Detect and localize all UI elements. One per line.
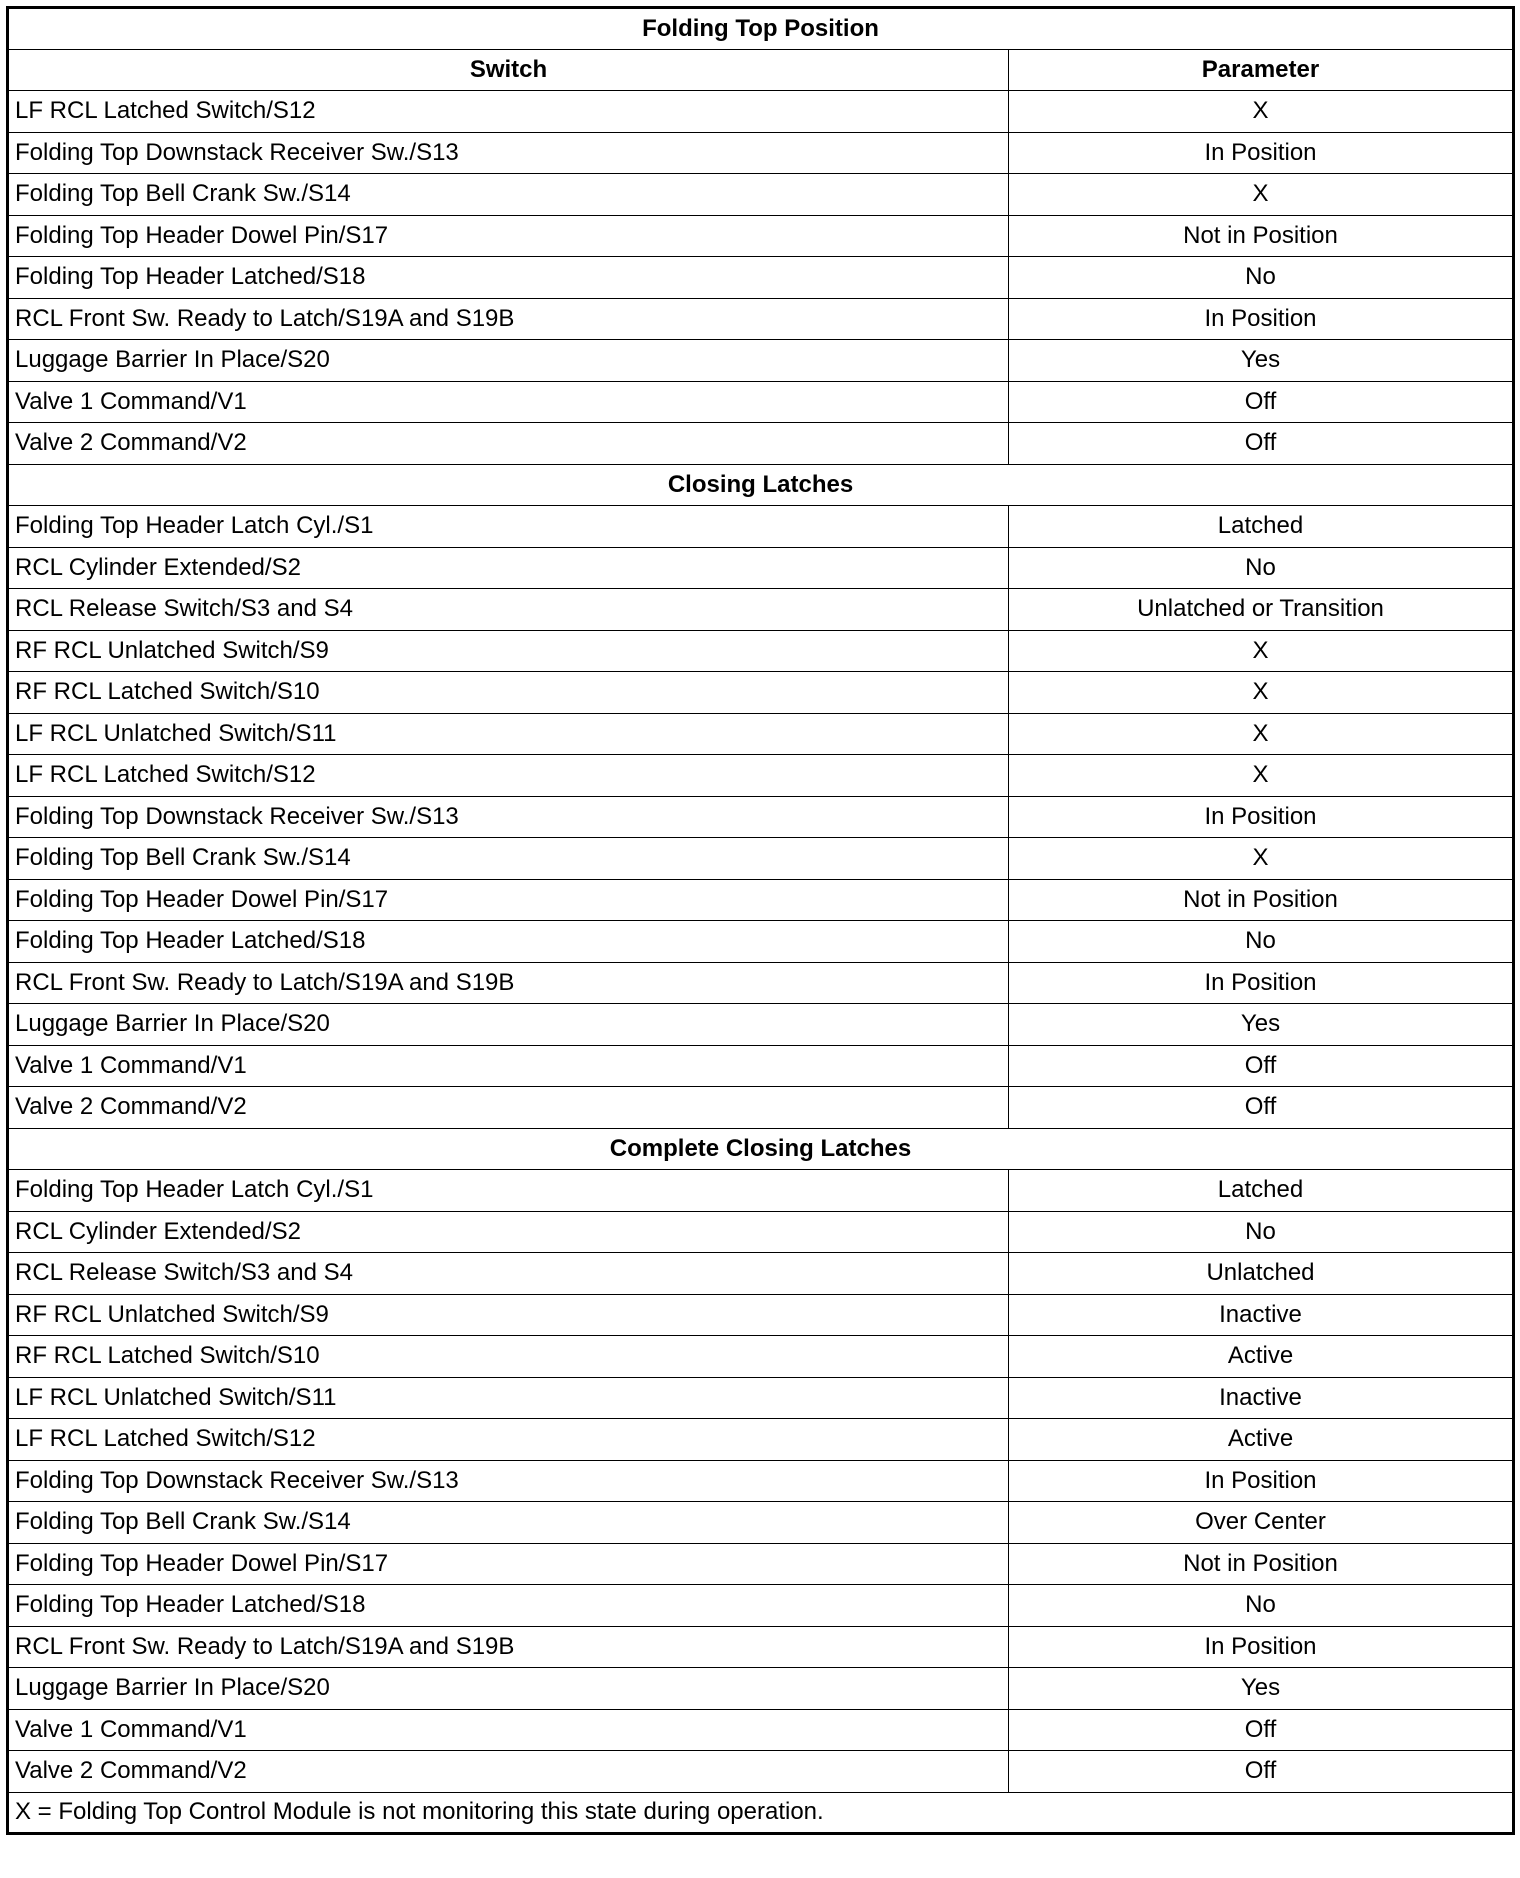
- switch-cell: RCL Front Sw. Ready to Latch/S19A and S19B: [8, 962, 1009, 1004]
- parameter-cell: Inactive: [1009, 1377, 1514, 1419]
- switch-cell: RCL Front Sw. Ready to Latch/S19A and S19B: [8, 1626, 1009, 1668]
- parameter-cell: X: [1009, 174, 1514, 216]
- table-row: [8, 1668, 1514, 1710]
- switch-cell: Folding Top Header Latched/S18: [8, 257, 1009, 299]
- table-row: [8, 340, 1514, 382]
- table-row: [8, 506, 1514, 548]
- table-row: [8, 1419, 1514, 1461]
- switch-cell: LF RCL Latched Switch/S12: [8, 91, 1009, 133]
- table-body: [8, 8, 1514, 1834]
- parameter-cell: Over Center: [1009, 1502, 1514, 1544]
- parameter-cell: Latched: [1009, 1170, 1514, 1212]
- table-row: [8, 298, 1514, 340]
- column-header-parameter: Parameter: [1009, 49, 1514, 91]
- switch-cell: RCL Release Switch/S3 and S4: [8, 1253, 1009, 1295]
- parameter-cell: In Position: [1009, 298, 1514, 340]
- switch-cell: Valve 2 Command/V2: [8, 423, 1009, 465]
- section-title-row: [8, 464, 1514, 506]
- table-row: [8, 879, 1514, 921]
- parameter-cell: Off: [1009, 1045, 1514, 1087]
- parameter-cell: Off: [1009, 381, 1514, 423]
- switch-cell: LF RCL Unlatched Switch/S11: [8, 1377, 1009, 1419]
- switch-cell: Valve 2 Command/V2: [8, 1087, 1009, 1129]
- parameter-cell: X: [1009, 91, 1514, 133]
- parameter-cell: No: [1009, 257, 1514, 299]
- switch-cell: Valve 1 Command/V1: [8, 1045, 1009, 1087]
- switch-cell: RF RCL Unlatched Switch/S9: [8, 630, 1009, 672]
- table-row: [8, 1585, 1514, 1627]
- switch-cell: Folding Top Bell Crank Sw./S14: [8, 174, 1009, 216]
- parameter-cell: Active: [1009, 1419, 1514, 1461]
- parameter-cell: In Position: [1009, 1626, 1514, 1668]
- column-header-switch: Switch: [8, 49, 1009, 91]
- parameter-cell: X: [1009, 630, 1514, 672]
- table-row: [8, 1004, 1514, 1046]
- switch-cell: LF RCL Unlatched Switch/S11: [8, 713, 1009, 755]
- switch-cell: Luggage Barrier In Place/S20: [8, 1668, 1009, 1710]
- switch-cell: Folding Top Downstack Receiver Sw./S13: [8, 796, 1009, 838]
- switch-cell: Folding Top Bell Crank Sw./S14: [8, 1502, 1009, 1544]
- switch-cell: Folding Top Header Dowel Pin/S17: [8, 879, 1009, 921]
- table-row: [8, 1709, 1514, 1751]
- switch-cell: LF RCL Latched Switch/S12: [8, 1419, 1009, 1461]
- parameter-cell: Active: [1009, 1336, 1514, 1378]
- parameter-cell: No: [1009, 547, 1514, 589]
- parameter-cell: Yes: [1009, 1004, 1514, 1046]
- table-row: [8, 962, 1514, 1004]
- parameter-cell: X: [1009, 838, 1514, 880]
- section-title: Closing Latches: [8, 464, 1514, 506]
- parameter-cell: X: [1009, 672, 1514, 714]
- table-row: [8, 423, 1514, 465]
- switch-cell: Folding Top Bell Crank Sw./S14: [8, 838, 1009, 880]
- column-header-row: [8, 49, 1514, 91]
- parameter-cell: Yes: [1009, 340, 1514, 382]
- table-row: [8, 1170, 1514, 1212]
- parameter-cell: Off: [1009, 423, 1514, 465]
- table-row: [8, 1502, 1514, 1544]
- table-row: [8, 1377, 1514, 1419]
- parameter-cell: Off: [1009, 1751, 1514, 1793]
- switch-cell: Folding Top Downstack Receiver Sw./S13: [8, 1460, 1009, 1502]
- parameter-cell: In Position: [1009, 1460, 1514, 1502]
- parameter-cell: Off: [1009, 1087, 1514, 1129]
- parameter-cell: Yes: [1009, 1668, 1514, 1710]
- switch-cell: Valve 2 Command/V2: [8, 1751, 1009, 1793]
- folding-top-parameter-table: [6, 6, 1515, 1835]
- switch-cell: RCL Front Sw. Ready to Latch/S19A and S19B: [8, 298, 1009, 340]
- table-row: [8, 630, 1514, 672]
- table-row: [8, 1751, 1514, 1793]
- table-row: [8, 838, 1514, 880]
- table-row: [8, 547, 1514, 589]
- table-row: [8, 1543, 1514, 1585]
- table-row: [8, 1460, 1514, 1502]
- switch-cell: RCL Release Switch/S3 and S4: [8, 589, 1009, 631]
- parameter-cell: In Position: [1009, 796, 1514, 838]
- parameter-cell: X: [1009, 713, 1514, 755]
- parameter-cell: In Position: [1009, 132, 1514, 174]
- switch-cell: Valve 1 Command/V1: [8, 381, 1009, 423]
- table-row: [8, 257, 1514, 299]
- parameter-cell: No: [1009, 921, 1514, 963]
- switch-cell: Folding Top Header Latched/S18: [8, 921, 1009, 963]
- table-row: [8, 215, 1514, 257]
- parameter-cell: In Position: [1009, 962, 1514, 1004]
- section-title-row: [8, 1128, 1514, 1170]
- table-row: [8, 91, 1514, 133]
- parameter-cell: Off: [1009, 1709, 1514, 1751]
- switch-cell: Folding Top Header Latch Cyl./S1: [8, 1170, 1009, 1212]
- footnote: X = Folding Top Control Module is not monitoring this state during operation.: [8, 1792, 1514, 1834]
- table-row: [8, 174, 1514, 216]
- section-title-row: [8, 8, 1514, 50]
- parameter-cell: Unlatched or Transition: [1009, 589, 1514, 631]
- table-row: [8, 672, 1514, 714]
- table-row: [8, 589, 1514, 631]
- table-row: [8, 1087, 1514, 1129]
- table-row: [8, 921, 1514, 963]
- switch-cell: RCL Cylinder Extended/S2: [8, 547, 1009, 589]
- switch-cell: Folding Top Header Latch Cyl./S1: [8, 506, 1009, 548]
- table-row: [8, 713, 1514, 755]
- table-row: [8, 132, 1514, 174]
- table-row: [8, 1045, 1514, 1087]
- parameter-cell: Not in Position: [1009, 215, 1514, 257]
- table-row: [8, 755, 1514, 797]
- switch-cell: Folding Top Header Dowel Pin/S17: [8, 1543, 1009, 1585]
- switch-cell: RF RCL Latched Switch/S10: [8, 1336, 1009, 1378]
- switch-cell: Valve 1 Command/V1: [8, 1709, 1009, 1751]
- table-row: [8, 1211, 1514, 1253]
- parameter-cell: Not in Position: [1009, 1543, 1514, 1585]
- parameter-cell: No: [1009, 1211, 1514, 1253]
- table-row: [8, 796, 1514, 838]
- switch-cell: Luggage Barrier In Place/S20: [8, 340, 1009, 382]
- parameter-cell: X: [1009, 755, 1514, 797]
- switch-cell: Folding Top Downstack Receiver Sw./S13: [8, 132, 1009, 174]
- table-row: [8, 1626, 1514, 1668]
- section-title: Complete Closing Latches: [8, 1128, 1514, 1170]
- table-row: [8, 1294, 1514, 1336]
- section-title: Folding Top Position: [8, 8, 1514, 50]
- switch-cell: LF RCL Latched Switch/S12: [8, 755, 1009, 797]
- switch-cell: Folding Top Header Dowel Pin/S17: [8, 215, 1009, 257]
- footnote-row: [8, 1792, 1514, 1834]
- table-row: [8, 1336, 1514, 1378]
- switch-cell: RF RCL Unlatched Switch/S9: [8, 1294, 1009, 1336]
- switch-cell: RCL Cylinder Extended/S2: [8, 1211, 1009, 1253]
- parameter-cell: Not in Position: [1009, 879, 1514, 921]
- parameter-cell: No: [1009, 1585, 1514, 1627]
- table-row: [8, 381, 1514, 423]
- switch-cell: Luggage Barrier In Place/S20: [8, 1004, 1009, 1046]
- parameter-cell: Unlatched: [1009, 1253, 1514, 1295]
- switch-cell: Folding Top Header Latched/S18: [8, 1585, 1009, 1627]
- parameter-cell: Latched: [1009, 506, 1514, 548]
- switch-cell: RF RCL Latched Switch/S10: [8, 672, 1009, 714]
- table-row: [8, 1253, 1514, 1295]
- parameter-cell: Inactive: [1009, 1294, 1514, 1336]
